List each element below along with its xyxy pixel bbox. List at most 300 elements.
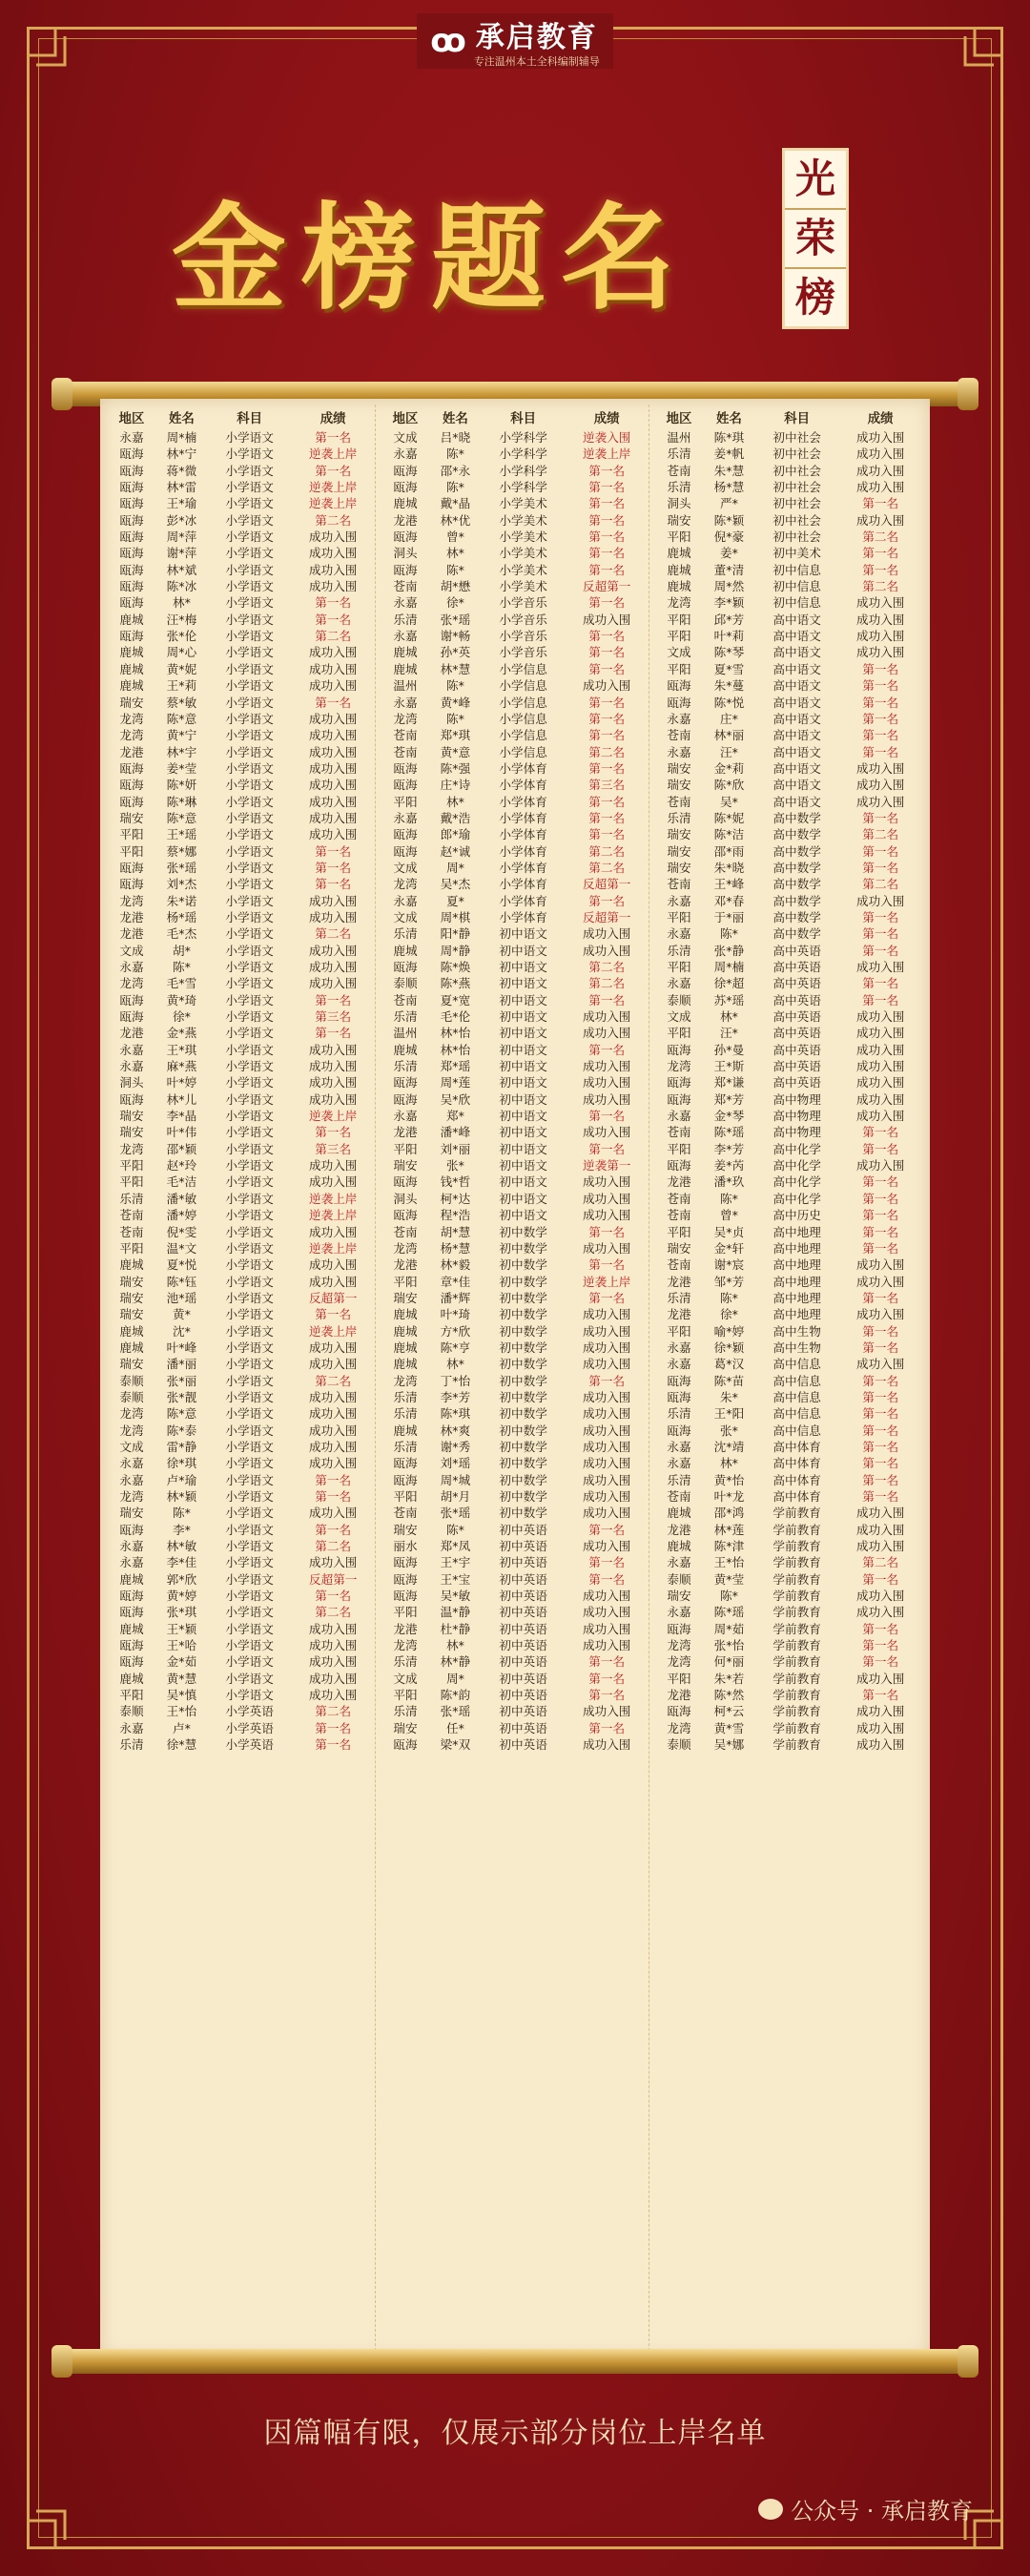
subject-cell: 小学语文 [225,1688,274,1703]
result-cell: 第一名 [588,711,626,726]
region-cell: 龙湾 [667,1638,691,1653]
result-cell: 第一名 [588,480,626,495]
name-cell: 林*怡 [440,1026,471,1041]
subject-cell: 小学语文 [225,595,274,611]
result-cell: 成功入围 [856,430,905,445]
table-row [655,429,922,446]
name-cell: 吴*杰 [440,877,471,892]
region-cell: 瓯海 [119,1091,144,1107]
region-cell: 永嘉 [667,1109,691,1124]
subject-cell: 小学语文 [225,546,274,561]
subject-cell: 初中数学 [499,1439,547,1454]
table-row [108,826,375,842]
name-cell: 戴*晶 [440,496,471,511]
name-cell: 林*优 [440,512,471,528]
region-cell: 瑞安 [119,1506,144,1521]
region-cell: 鹿城 [393,661,418,676]
table-row [655,1505,922,1521]
name-cell: 林*雷 [166,480,197,495]
result-cell: 成功入围 [856,1671,905,1686]
subject-cell: 初中英语 [499,1737,547,1753]
subject-cell: 小学信息 [499,711,547,726]
table-row [381,644,649,660]
region-cell: 瓯海 [119,1589,144,1604]
name-cell: 吴*敏 [440,1589,471,1604]
table-row [381,1108,649,1124]
region-cell: 泰顺 [393,976,418,991]
name-cell: 曾* [445,530,464,545]
subject-cell: 小学语文 [225,1671,274,1686]
region-cell: 龙港 [119,744,144,759]
name-cell: 周*楠 [166,430,197,445]
name-cell: 谢*秀 [440,1439,471,1454]
region-cell: 永嘉 [667,1555,691,1570]
name-cell: 潘*婷 [166,1208,197,1223]
subject-cell: 高中语文 [772,794,821,809]
table-row [381,429,649,446]
subject-cell: 小学语文 [225,1224,274,1239]
region-cell: 龙湾 [667,1654,691,1670]
region-cell: 苍南 [667,1489,691,1504]
subject-cell: 高中化学 [772,1141,821,1156]
table-row [381,1472,649,1488]
table-row [655,1389,922,1405]
table-row [381,1488,649,1505]
name-cell: 周*然 [713,579,745,594]
result-cell: 成功入围 [309,1456,358,1471]
region-cell: 瓯海 [393,1472,418,1487]
subject-cell: 初中数学 [499,1290,547,1305]
table-row [655,446,922,462]
table-row [108,1405,375,1422]
subject-cell: 初中英语 [499,1605,547,1620]
table-row [655,1720,922,1736]
table-row [108,1274,375,1290]
name-cell: 张*瑶 [440,1506,471,1521]
subject-cell: 初中语文 [499,1075,547,1091]
name-cell: 陈* [719,1589,738,1604]
region-cell: 鹿城 [393,1323,418,1339]
table-row [381,578,649,594]
name-cell: 夏*悦 [166,1257,197,1273]
table-row [655,1538,922,1554]
region-cell: 平阳 [119,1174,144,1190]
region-cell: 龙湾 [119,711,144,726]
table-row [108,925,375,942]
result-cell: 成功入围 [309,1671,358,1686]
table-row [655,1340,922,1356]
result-cell: 成功入围 [856,1539,905,1554]
subject-cell: 初中数学 [499,1472,547,1487]
subject-cell: 小学语文 [225,1456,274,1471]
subject-cell: 小学美术 [499,562,547,577]
name-cell: 陈*意 [166,711,197,726]
result-cell: 成功入围 [309,1042,358,1057]
result-cell: 第二名 [315,1605,352,1620]
result-cell: 成功入围 [856,1109,905,1124]
name-cell: 王*斯 [713,1059,745,1074]
region-cell: 龙湾 [393,1240,418,1256]
name-cell: 朱*晓 [713,860,745,875]
subject-cell: 小学语文 [225,778,274,793]
table-row [381,545,649,561]
result-cell: 第二名 [588,976,626,991]
result-cell: 成功入围 [583,1539,631,1554]
subject-cell: 小学语文 [225,1522,274,1537]
subject-cell: 初中英语 [499,1589,547,1604]
subject-cell: 小学语文 [225,943,274,958]
result-cell: 成功入围 [583,1009,631,1025]
result-cell: 成功入围 [856,1158,905,1174]
name-cell: 陈*苗 [713,1373,745,1388]
subject-cell: 初中英语 [499,1555,547,1570]
name-cell: 金*燕 [166,1026,197,1041]
result-cell: 成功入围 [856,645,905,660]
name-cell: 张*瑶 [166,860,197,875]
result-cell: 成功入围 [309,1158,358,1174]
name-cell: 赵*玲 [166,1158,197,1174]
region-cell: 瑞安 [667,827,691,842]
table-row [108,1505,375,1521]
region-cell: 瓯海 [119,794,144,809]
subject-cell: 小学语文 [225,1042,274,1057]
name-cell: 胡*月 [440,1489,471,1504]
name-cell: 金*茹 [166,1654,197,1670]
name-cell: 周*心 [166,645,197,660]
table-row [381,760,649,777]
footnote: 因篇幅有限，仅展示部分岗位上岸名单 [263,2417,767,2450]
result-cell: 成功入围 [856,480,905,495]
result-cell: 成功入围 [309,810,358,825]
table-row [381,1720,649,1736]
table-row [108,1538,375,1554]
table-row [381,777,649,793]
name-cell: 叶*琦 [440,1307,471,1322]
region-cell: 永嘉 [393,695,418,710]
subject-cell: 小学语文 [225,1208,274,1223]
name-cell: 陈*琪 [713,430,745,445]
subject-cell: 初中语文 [499,926,547,942]
name-cell: 徐*慧 [166,1737,197,1753]
subject-cell: 高中地理 [772,1224,821,1239]
name-cell: 胡*懋 [440,579,471,594]
region-cell: 永嘉 [667,711,691,726]
table-row [655,1157,922,1174]
region-cell: 乐清 [667,810,691,825]
name-cell: 周*楠 [713,960,745,974]
name-cell: 钱*哲 [440,1174,471,1190]
name-cell: 梁*双 [440,1737,471,1753]
badge-char: 荣 [785,210,846,269]
subject-cell: 小学信息 [499,661,547,676]
region-cell: 龙湾 [667,1720,691,1735]
region-cell: 平阳 [667,1323,691,1339]
name-cell: 陈*强 [440,760,471,776]
table-row [381,1405,649,1422]
result-cell: 成功入围 [583,1737,631,1753]
region-cell: 苍南 [667,728,691,743]
result-cell: 第一名 [862,1688,899,1703]
result-cell: 成功入围 [309,1423,358,1438]
table-row [655,1472,922,1488]
subject-cell: 小学英语 [225,1737,274,1753]
table-row [108,810,375,826]
region-cell: 永嘉 [667,1357,691,1372]
subject-cell: 小学语文 [225,893,274,908]
name-cell: 朱*诺 [166,893,197,908]
result-cell: 成功入围 [856,1009,905,1025]
result-cell: 成功入围 [309,1174,358,1190]
result-cell: 成功入围 [309,1688,358,1703]
region-cell: 龙湾 [119,1489,144,1504]
subject-cell: 高中生物 [772,1323,821,1339]
table-row [381,1323,649,1340]
subject-cell: 小学语文 [225,1290,274,1305]
result-cell: 第一名 [862,1472,899,1487]
subject-cell: 高中英语 [772,1059,821,1074]
table-row [381,1008,649,1025]
result-cell: 第一名 [315,1720,352,1735]
result-cell: 第一名 [588,1654,626,1670]
table-row [381,695,649,711]
subject-cell: 初中语文 [499,943,547,958]
table-row [108,860,375,876]
region-cell: 龙湾 [393,1373,418,1388]
result-cell: 逆袭上岸 [583,447,631,462]
subject-cell: 初中英语 [499,1720,547,1735]
subject-cell: 高中数学 [772,909,821,924]
subject-cell: 小学美术 [499,579,547,594]
table-row [108,1058,375,1074]
subject-cell: 初中语文 [499,1174,547,1190]
table-row [655,711,922,727]
result-cell: 成功入围 [856,1506,905,1521]
wechat-icon [758,2499,783,2520]
result-cell: 逆袭上岸 [309,1191,358,1206]
column-header: 地区 [118,411,145,426]
result-cell: 第一名 [862,1141,899,1156]
result-cell: 成功入围 [309,893,358,908]
honor-roll-scroll [100,399,930,2357]
result-cell: 第一名 [862,1489,899,1504]
region-cell: 平阳 [393,1489,418,1504]
region-cell: 鹿城 [667,546,691,561]
table-row [655,1604,922,1620]
region-cell: 文成 [667,645,691,660]
name-cell: 邱*芳 [713,612,745,627]
name-cell: 陈* [172,1506,191,1521]
result-cell: 第一名 [862,943,899,958]
region-cell: 鹿城 [393,1423,418,1438]
result-cell: 成功入围 [309,909,358,924]
result-cell: 第一名 [862,711,899,726]
name-cell: 叶*伟 [166,1125,197,1140]
region-cell: 平阳 [119,843,144,859]
region-cell: 洞头 [119,1075,144,1091]
subject-cell: 高中语文 [772,678,821,694]
name-cell: 杨*慧 [440,1240,471,1256]
subject-cell: 小学语文 [225,1605,274,1620]
result-cell: 第一名 [862,1290,899,1305]
table-row [108,463,375,479]
result-cell: 第一名 [588,1042,626,1057]
result-cell: 第一名 [588,595,626,611]
subject-cell: 高中语文 [772,778,821,793]
subject-cell: 初中英语 [499,1539,547,1554]
table-row [381,1604,649,1620]
result-cell: 第一名 [315,860,352,875]
table-row [381,677,649,694]
subject-cell: 初中信息 [772,595,821,611]
brand-name: 承启教育 [475,21,598,54]
name-cell: 徐*颖 [713,1340,745,1355]
region-cell: 平阳 [119,1688,144,1703]
table-row [108,1356,375,1372]
table-row [108,529,375,545]
subject-cell: 高中数学 [772,926,821,942]
name-cell: 周* [445,1671,464,1686]
table-row [655,1274,922,1290]
table-row [655,1224,922,1240]
table-row [108,1736,375,1753]
name-cell: 林* [445,1638,464,1653]
table-row [108,1653,375,1670]
region-cell: 鹿城 [667,562,691,577]
subject-cell: 小学科学 [499,463,547,478]
subject-cell: 小学语文 [225,794,274,809]
subject-cell: 小学语文 [225,1059,274,1074]
subject-cell: 小学语文 [225,1472,274,1487]
name-cell: 朱*慧 [713,463,745,478]
region-cell: 苍南 [667,877,691,892]
region-cell: 龙港 [119,1026,144,1041]
subject-cell: 高中数学 [772,827,821,842]
name-cell: 黄*慧 [166,1671,197,1686]
brand-logo [0,13,1030,69]
name-cell: 程*浩 [440,1208,471,1223]
result-cell: 第一名 [315,1307,352,1322]
region-cell: 瓯海 [119,447,144,462]
subject-cell: 学前教育 [772,1555,821,1570]
subject-cell: 高中语文 [772,744,821,759]
subject-cell: 高中体育 [772,1472,821,1487]
table-row [108,711,375,727]
table-row [108,1604,375,1620]
table-row [381,744,649,760]
result-cell: 第一名 [862,926,899,942]
subject-cell: 小学音乐 [499,629,547,644]
result-cell: 第一名 [862,546,899,561]
region-cell: 瑞安 [119,1290,144,1305]
subject-cell: 高中英语 [772,1075,821,1091]
result-cell: 第一名 [862,678,899,694]
table-row [108,1042,375,1058]
name-cell: 林*静 [440,1654,471,1670]
subject-cell: 小学语文 [225,760,274,776]
subject-cell: 小学语文 [225,1009,274,1025]
table-row [655,826,922,842]
name-cell: 王*阳 [713,1406,745,1422]
name-cell: 陈*琪 [440,1406,471,1422]
region-cell: 龙湾 [393,877,418,892]
name-cell: 毛*洁 [166,1174,197,1190]
subject-cell: 小学语文 [225,1555,274,1570]
table-row [108,1224,375,1240]
name-cell: 林*斌 [166,562,197,577]
name-cell: 毛*雪 [166,976,197,991]
name-cell: 任* [445,1720,464,1735]
result-cell: 第一名 [862,1638,899,1653]
result-cell: 成功入围 [583,1059,631,1074]
result-cell: 第一名 [862,1208,899,1223]
name-cell: 陈*焕 [440,960,471,974]
result-cell: 逆袭上岸 [309,496,358,511]
region-cell: 乐清 [393,612,418,627]
subject-cell: 初中语文 [499,1042,547,1057]
name-cell: 陈*颖 [713,512,745,528]
subject-cell: 小学体育 [499,778,547,793]
table-row [381,446,649,462]
honor-roll-table [655,405,922,1754]
table-row [108,562,375,578]
region-cell: 乐清 [667,1290,691,1305]
name-cell: 金*琴 [713,1109,745,1124]
subject-cell: 小学语文 [225,1240,274,1256]
result-cell: 成功入围 [583,1489,631,1504]
result-cell: 第一名 [588,827,626,842]
subject-cell: 小学科学 [499,430,547,445]
table-row [655,578,922,594]
region-cell: 洞头 [393,546,418,561]
table-row [655,744,922,760]
name-cell: 叶*婷 [166,1075,197,1091]
table-row [655,1455,922,1471]
name-cell: 陈*妮 [713,810,745,825]
name-cell: 谢*宸 [713,1257,745,1273]
table-row [108,1423,375,1439]
subject-cell: 小学体育 [499,909,547,924]
region-cell: 瓯海 [393,778,418,793]
region-cell: 瑞安 [119,810,144,825]
table-row [655,1554,922,1570]
table-row [655,1736,922,1753]
region-cell: 永嘉 [119,1555,144,1570]
subject-cell: 初中数学 [499,1389,547,1404]
table-row [381,1373,649,1389]
subject-cell: 高中体育 [772,1439,821,1454]
table-row [108,1621,375,1637]
subject-cell: 高中物理 [772,1109,821,1124]
name-cell: 潘*玖 [713,1174,745,1190]
table-row [108,1025,375,1041]
subject-cell: 高中信息 [772,1389,821,1404]
name-cell: 温*文 [166,1240,197,1256]
result-cell: 成功入围 [583,1605,631,1620]
name-cell: 喻*婷 [713,1323,745,1339]
region-cell: 瓯海 [393,1456,418,1471]
name-cell: 陈*瑶 [713,1605,745,1620]
result-cell: 成功入围 [583,943,631,958]
table-row [381,1687,649,1703]
name-cell: 林*爽 [440,1423,471,1438]
region-cell: 龙港 [119,926,144,942]
region-cell: 乐清 [393,1059,418,1074]
table-row [108,429,375,446]
name-cell: 张* [445,1158,464,1174]
result-cell: 第一名 [862,695,899,710]
table-row [381,826,649,842]
region-cell: 瑞安 [667,1240,691,1256]
